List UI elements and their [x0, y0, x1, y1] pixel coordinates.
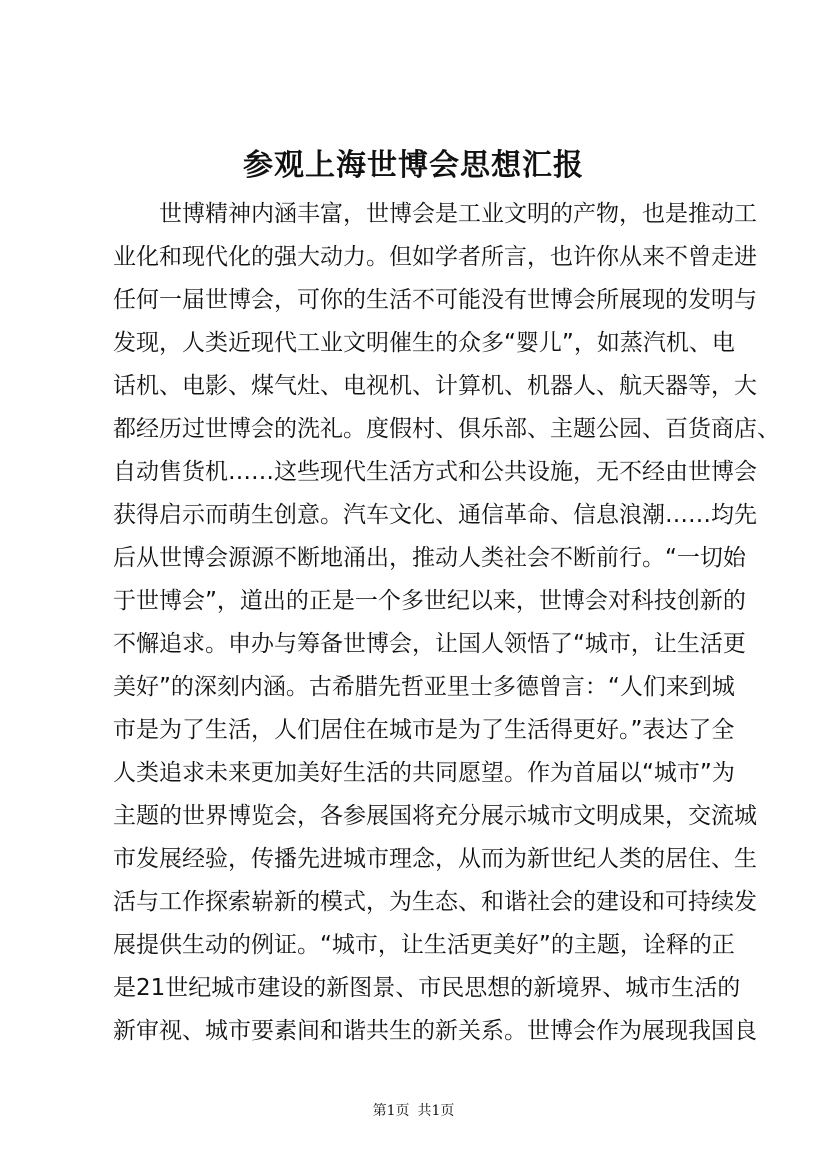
page-total: 共1页 — [417, 1103, 455, 1119]
body-line: 获得启示而萌生创意。汽车文化、通信革命、信息浪潮……均先 — [113, 502, 757, 528]
body-line: 都经历过世博会的洗礼。度假村、俱乐部、主题公园、百货商店、 — [113, 416, 780, 442]
body-line: 于世博会”，道出的正是一个多世纪以来，世博会对科技创新的 — [113, 588, 746, 614]
body-line: 是21世纪城市建设的新图景、市民思想的新境界、城市生活的 — [113, 975, 741, 1001]
page-number: 第1页 — [372, 1103, 410, 1119]
document-title: 参观上海世博会思想汇报 — [243, 148, 584, 183]
body-line: 不懈追求。申办与筹备世博会，让国人领悟了“城市，让生活更 — [113, 631, 746, 657]
page-footer — [0, 1100, 827, 1122]
body-line: 自动售货机……这些现代生活方式和公共设施，无不经由世博会 — [113, 459, 757, 485]
body-line: 任何一届世博会，可你的生活不可能没有世博会所展现的发明与 — [113, 287, 757, 313]
body-line: 主题的世界博览会，各参展国将充分展示城市文明成果，交流城 — [113, 803, 757, 829]
body-line: 话机、电影、煤气灶、电视机、计算机、机器人、航天器等，大 — [113, 373, 757, 399]
body-line: 展提供生动的例证。“城市，让生活更美好”的主题，诠释的正 — [113, 932, 735, 958]
document-body — [113, 193, 780, 1053]
body-line: 后从世博会源源不断地涌出，推动人类社会不断前行。“一切始 — [113, 545, 746, 571]
body-line: 人类追求未来更加美好生活的共同愿望。作为首届以“城市”为 — [113, 760, 735, 786]
body-line: 市发展经验，传播先进城市理念，从而为新世纪人类的居住、生 — [113, 846, 757, 872]
body-line: 活与工作探索崭新的模式，为生态、和谐社会的建设和可持续发 — [113, 889, 757, 915]
body-line: 业化和现代化的强大动力。但如学者所言，也许你从来不曾走进 — [113, 244, 757, 270]
body-line: 美好”的深刻内涵。古希腊先哲亚里士多德曾言：“人们来到城 — [113, 674, 735, 700]
body-line: 世博精神内涵丰富，世博会是工业文明的产物，也是推动工 — [159, 201, 757, 227]
body-line: 市是为了生活，人们居住在城市是为了生活得更好。”表达了全 — [113, 717, 735, 743]
body-line: 发现，人类近现代工业文明催生的众多“婴儿”，如蒸汽机、电 — [113, 330, 735, 356]
body-line: 新审视、城市要素间和谐共生的新关系。世博会作为展现我国良 — [113, 1018, 757, 1044]
